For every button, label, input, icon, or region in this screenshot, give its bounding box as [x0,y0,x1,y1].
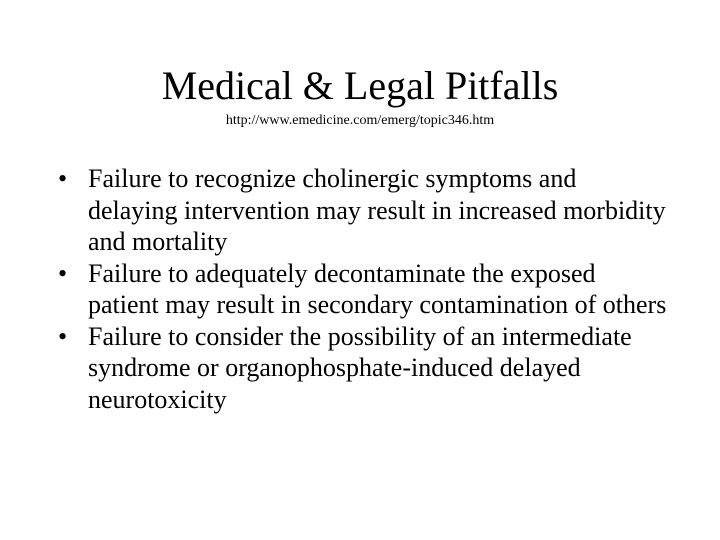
bullet-icon: • [58,258,68,288]
bullet-list [58,163,668,415]
bullet-icon: • [58,164,68,193]
bullet-item [58,321,668,416]
bullet-text: Failure to consider the possibility of an intermediate syndrome or organophosphate-induced delayed neurotoxicity [88,321,632,414]
bullet-text: Failure to adequately decontaminate the exposed patient may result in secondary contamination of others [88,258,667,319]
bullet-item [58,163,668,258]
slide-title: Medical & Legal Pitfalls [161,63,559,108]
bullet-text: Failure to recognize cholinergic symptoms and delaying intervention may result in increased morbidity and mortality [88,164,666,256]
source-url: http://www.emedicine.com/emerg/topic346.htm [225,113,495,128]
bullet-item [58,258,668,321]
bullet-icon: • [58,321,68,351]
